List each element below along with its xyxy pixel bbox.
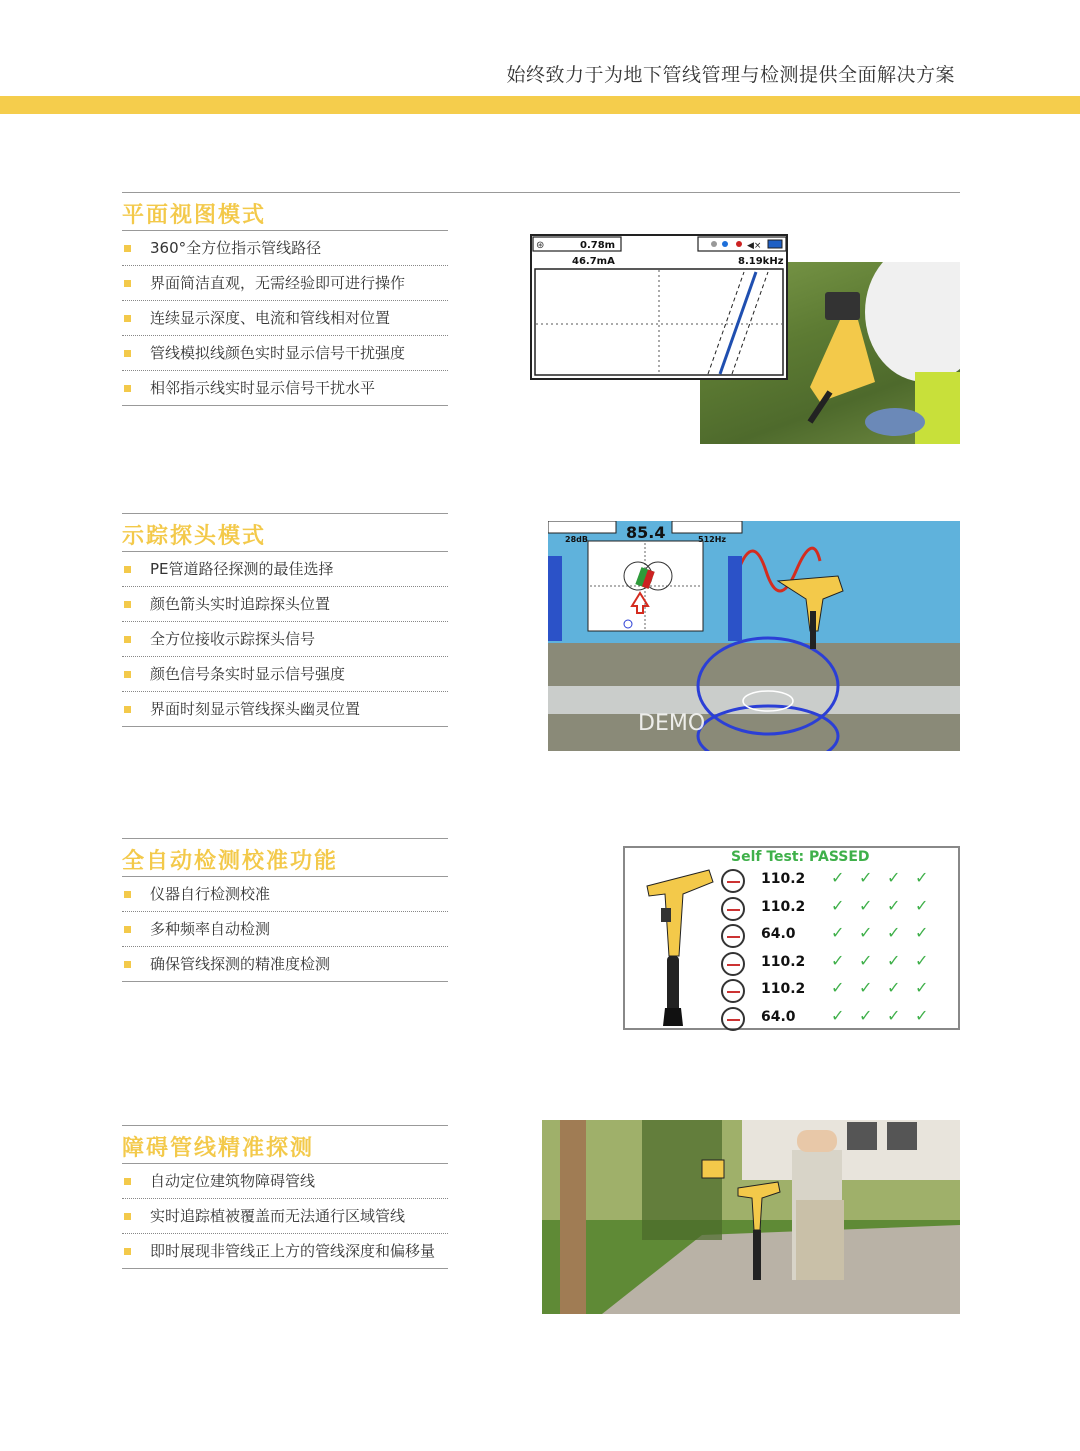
sonde-reading: 85.4 bbox=[626, 523, 666, 542]
feature-text: 颜色箭头实时追踪探头位置 bbox=[150, 595, 331, 613]
bullet-icon bbox=[124, 1248, 131, 1255]
check-icon: ✓ bbox=[887, 923, 901, 942]
self-test-value: 64.0 bbox=[761, 1008, 796, 1025]
check-icon: ✓ bbox=[915, 978, 929, 997]
check-icon: ✓ bbox=[887, 978, 901, 997]
section-title: 障碍管线精准探测 bbox=[122, 1136, 315, 1161]
feature-list bbox=[122, 1164, 448, 1269]
list-item bbox=[122, 1199, 448, 1234]
section-top-rule bbox=[122, 1125, 448, 1126]
check-icon: ✓ bbox=[831, 895, 845, 915]
check-icon: ✓ bbox=[915, 923, 929, 942]
list-item bbox=[122, 912, 448, 947]
section-top-rule bbox=[122, 838, 448, 839]
self-test-row bbox=[721, 1005, 951, 1032]
bullet-icon bbox=[124, 280, 131, 287]
bullet-icon bbox=[124, 601, 131, 608]
check-icon: ✓ bbox=[831, 868, 845, 887]
check-icon: ✓ bbox=[859, 1005, 873, 1025]
check-icon: ✓ bbox=[831, 1005, 845, 1025]
locator-device-icon bbox=[639, 848, 719, 1028]
section-title: 示踪探头模式 bbox=[122, 524, 267, 549]
gauge-icon bbox=[721, 897, 745, 921]
feature-text: 多种频率自动检测 bbox=[150, 920, 271, 938]
list-item bbox=[122, 336, 448, 371]
self-test-value: 110.2 bbox=[761, 871, 806, 887]
list-item bbox=[122, 947, 448, 982]
feature-text: 连续显示深度、电流和管线相对位置 bbox=[150, 309, 391, 327]
list-item bbox=[122, 1234, 448, 1269]
self-test-value: 64.0 bbox=[761, 926, 796, 942]
feature-text: 自动定位建筑物障碍管线 bbox=[150, 1172, 316, 1190]
gauge-icon bbox=[721, 952, 745, 976]
gauge-icon bbox=[721, 924, 745, 948]
self-test-panel bbox=[623, 846, 960, 1030]
section-top-rule bbox=[122, 192, 960, 193]
check-icon: ✓ bbox=[859, 895, 873, 915]
self-test-row bbox=[721, 922, 951, 949]
bullet-icon bbox=[124, 926, 131, 933]
feature-text: 确保管线探测的精准度检测 bbox=[150, 955, 331, 973]
bullet-icon bbox=[124, 636, 131, 643]
check-icon: ✓ bbox=[859, 978, 873, 997]
check-icon: ✓ bbox=[887, 868, 901, 887]
depth-readout: 0.78m bbox=[580, 240, 616, 251]
bullet-icon bbox=[124, 245, 131, 252]
bullet-icon bbox=[124, 706, 131, 713]
feature-text: 界面时刻显示管线探头幽灵位置 bbox=[150, 700, 361, 718]
list-item bbox=[122, 877, 448, 912]
bullet-icon bbox=[124, 350, 131, 357]
feature-text: 360°全方位指示管线路径 bbox=[150, 239, 322, 257]
frequency-readout: 8.19kHz bbox=[738, 256, 784, 267]
feature-list bbox=[122, 231, 448, 406]
list-item bbox=[122, 552, 448, 587]
header-slogan: 始终致力于为地下管线管理与检测提供全面解决方案 bbox=[506, 64, 955, 86]
bullet-icon bbox=[124, 961, 131, 968]
bullet-icon bbox=[124, 671, 131, 678]
self-test-row bbox=[721, 977, 951, 1004]
list-item bbox=[122, 692, 448, 727]
list-item bbox=[122, 371, 448, 406]
section-top-rule bbox=[122, 513, 448, 514]
plan-view-screen bbox=[530, 234, 788, 380]
gain-readout: 28dB bbox=[565, 535, 588, 544]
check-icon: ✓ bbox=[831, 978, 845, 997]
bullet-icon bbox=[124, 1213, 131, 1220]
check-icon: ✓ bbox=[831, 950, 845, 970]
check-icon: ✓ bbox=[915, 950, 929, 970]
check-icon: ✓ bbox=[859, 923, 873, 942]
self-test-row bbox=[721, 895, 951, 922]
list-item bbox=[122, 231, 448, 266]
check-icon: ✓ bbox=[887, 895, 901, 915]
section-title: 平面视图模式 bbox=[122, 203, 267, 228]
check-icon: ✓ bbox=[915, 895, 929, 915]
list-item bbox=[122, 657, 448, 692]
svg-text:⊛: ⊛ bbox=[536, 240, 545, 251]
current-readout: 46.7mA bbox=[572, 256, 615, 267]
feature-text: 颜色信号条实时显示信号强度 bbox=[150, 665, 346, 683]
check-icon: ✓ bbox=[859, 868, 873, 887]
garden-scene bbox=[542, 1120, 960, 1314]
gauge-icon bbox=[721, 869, 745, 893]
bullet-icon bbox=[124, 1178, 131, 1185]
bullet-icon bbox=[124, 566, 131, 573]
check-icon: ✓ bbox=[859, 950, 873, 970]
svg-text:◀×: ◀× bbox=[747, 241, 762, 251]
section-title: 全自动检测校准功能 bbox=[122, 849, 339, 874]
feature-text: 管线模拟线颜色实时显示信号干扰强度 bbox=[150, 344, 406, 362]
feature-list bbox=[122, 877, 448, 982]
feature-text: 仪器自行检测校准 bbox=[150, 885, 271, 903]
bullet-icon bbox=[124, 385, 131, 392]
list-item bbox=[122, 301, 448, 336]
feature-text: 实时追踪植被覆盖而无法通行区域管线 bbox=[150, 1207, 406, 1225]
list-item bbox=[122, 587, 448, 622]
list-item bbox=[122, 1164, 448, 1199]
check-icon: ✓ bbox=[887, 1005, 901, 1025]
self-test-row bbox=[721, 867, 951, 894]
check-icon: ✓ bbox=[887, 950, 901, 970]
feature-text: 即时展现非管线正上方的管线深度和偏移量 bbox=[150, 1242, 436, 1260]
feature-text: 全方位接收示踪探头信号 bbox=[150, 630, 316, 648]
check-icon: ✓ bbox=[915, 868, 929, 887]
header-yellow-band bbox=[0, 96, 1080, 114]
self-test-value: 110.2 bbox=[761, 898, 806, 915]
garden-operator-photo bbox=[542, 1120, 960, 1314]
sonde-frequency: 512Hz bbox=[698, 535, 727, 544]
feature-text: 相邻指示线实时显示信号干扰水平 bbox=[150, 379, 376, 397]
feature-text: PE管道路径探测的最佳选择 bbox=[150, 560, 334, 578]
self-test-title: Self Test: PASSED bbox=[731, 849, 870, 865]
check-icon: ✓ bbox=[831, 923, 845, 942]
self-test-value: 110.2 bbox=[761, 981, 806, 997]
feature-list bbox=[122, 552, 448, 727]
sonde-mode-illustration bbox=[548, 521, 960, 751]
self-test-row bbox=[721, 950, 951, 977]
feature-text: 界面简洁直观，无需经验即可进行操作 bbox=[150, 274, 406, 292]
self-test-value: 110.2 bbox=[761, 953, 806, 970]
gauge-icon bbox=[721, 979, 745, 1003]
check-icon: ✓ bbox=[915, 1005, 929, 1025]
plan-view-display bbox=[532, 236, 786, 378]
bullet-icon bbox=[124, 891, 131, 898]
gauge-icon bbox=[721, 1007, 745, 1031]
list-item bbox=[122, 622, 448, 657]
list-item bbox=[122, 266, 448, 301]
sonde-scene bbox=[548, 521, 960, 751]
demo-watermark: DEMO bbox=[638, 711, 706, 736]
bullet-icon bbox=[124, 315, 131, 322]
